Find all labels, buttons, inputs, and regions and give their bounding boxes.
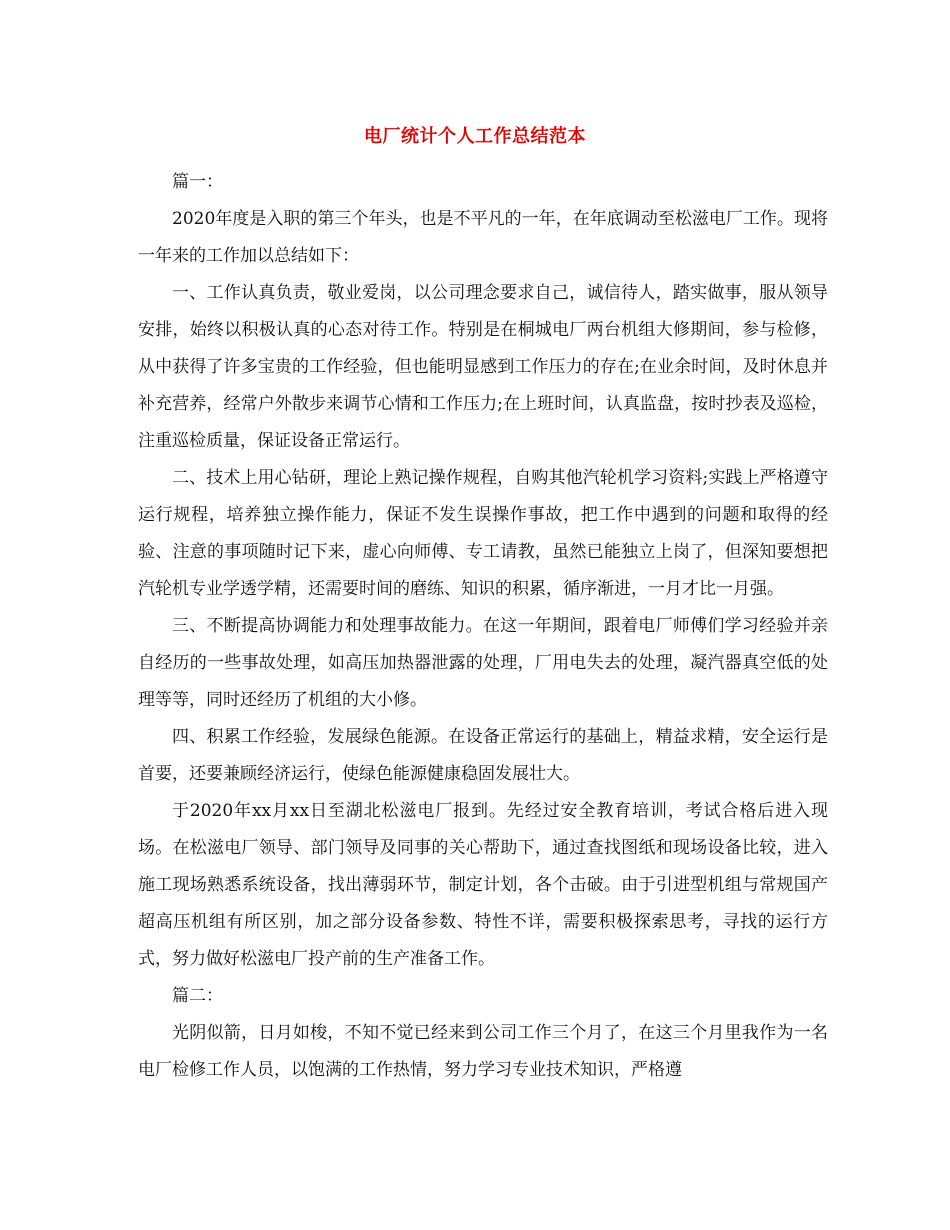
paragraph-point-three: 三、不断提高协调能力和处理事故能力。在这一年期间，跟着电厂师傅们学习经验并亲自经历的一些事故处理，如高压加热器泄露的处理，厂用电失去的处理，凝汽器真空低的处理等等，同时还经历了机组的大小修。 bbox=[138, 616, 828, 710]
paragraph-section-two-heading: 篇二： bbox=[172, 986, 223, 1006]
paragraph-point-two: 二、技术上用心钻研，理论上熟记操作规程，自购其他汽轮机学习资料;实践上严格遵守运行规程，培养独立操作能力，保证不发生误操作事故，把工作中遇到的问题和取得的经验、注意的事项随时记下来，虚心向师傅、专工请教，虽然已能独立上岗了，但深知要想把汽轮机专业学透学精，还需要时间的磨练、知识的积累，循序渐进，一月才比一月强。 bbox=[138, 468, 828, 599]
paragraph-section-one-heading: 篇一： bbox=[172, 172, 223, 192]
document-body bbox=[138, 164, 828, 1089]
paragraph-intro: 2020年度是入职的第三个年头，也是不平凡的一年，在年底调动至松滋电厂工作。现将一年来的工作加以总结如下： bbox=[138, 209, 828, 266]
document-title: 电厂统计个人工作总结范本 bbox=[364, 126, 586, 147]
paragraph-report: 于2020年xx月xx日至湖北松滋电厂报到。先经过安全教育培训，考试合格后进入现场。在松滋电厂领导、部门领导及同事的关心帮助下，通过查找图纸和现场设备比较，进入施工现场熟悉系统设备，找出薄弱环节，制定计划，各个击破。由于引进型机组与常规国产超高压机组有所区别，加之部分设备参数、特性不详，需要积极探索思考，寻找的运行方式，努力做好松滋电厂投产前的生产准备工作。 bbox=[138, 801, 828, 969]
paragraph-point-four: 四、积累工作经验，发展绿色能源。在设备正常运行的基础上，精益求精，安全运行是首要，还要兼顾经济运行，使绿色能源健康稳固发展壮大。 bbox=[138, 727, 828, 784]
paragraph-point-one: 一、工作认真负责，敬业爱岗，以公司理念要求自己，诚信待人，踏实做事，服从领导安排，始终以积极认真的心态对待工作。特别是在桐城电厂两台机组大修期间，参与检修，从中获得了许多宝贵的工作经验，但也能明显感到工作压力的存在;在业余时间，及时休息并补充营养，经常户外散步来调节心情和工作压力;在上班时间，认真监盘，按时抄表及巡检，注重巡检质量，保证设备正常运行。 bbox=[138, 283, 828, 451]
paragraph-section-two-intro: 光阴似箭，日月如梭，不知不觉已经来到公司工作三个月了，在这三个月里我作为一名电厂检修工作人员，以饱满的工作热情，努力学习专业技术知识，严格遵 bbox=[138, 1023, 828, 1080]
